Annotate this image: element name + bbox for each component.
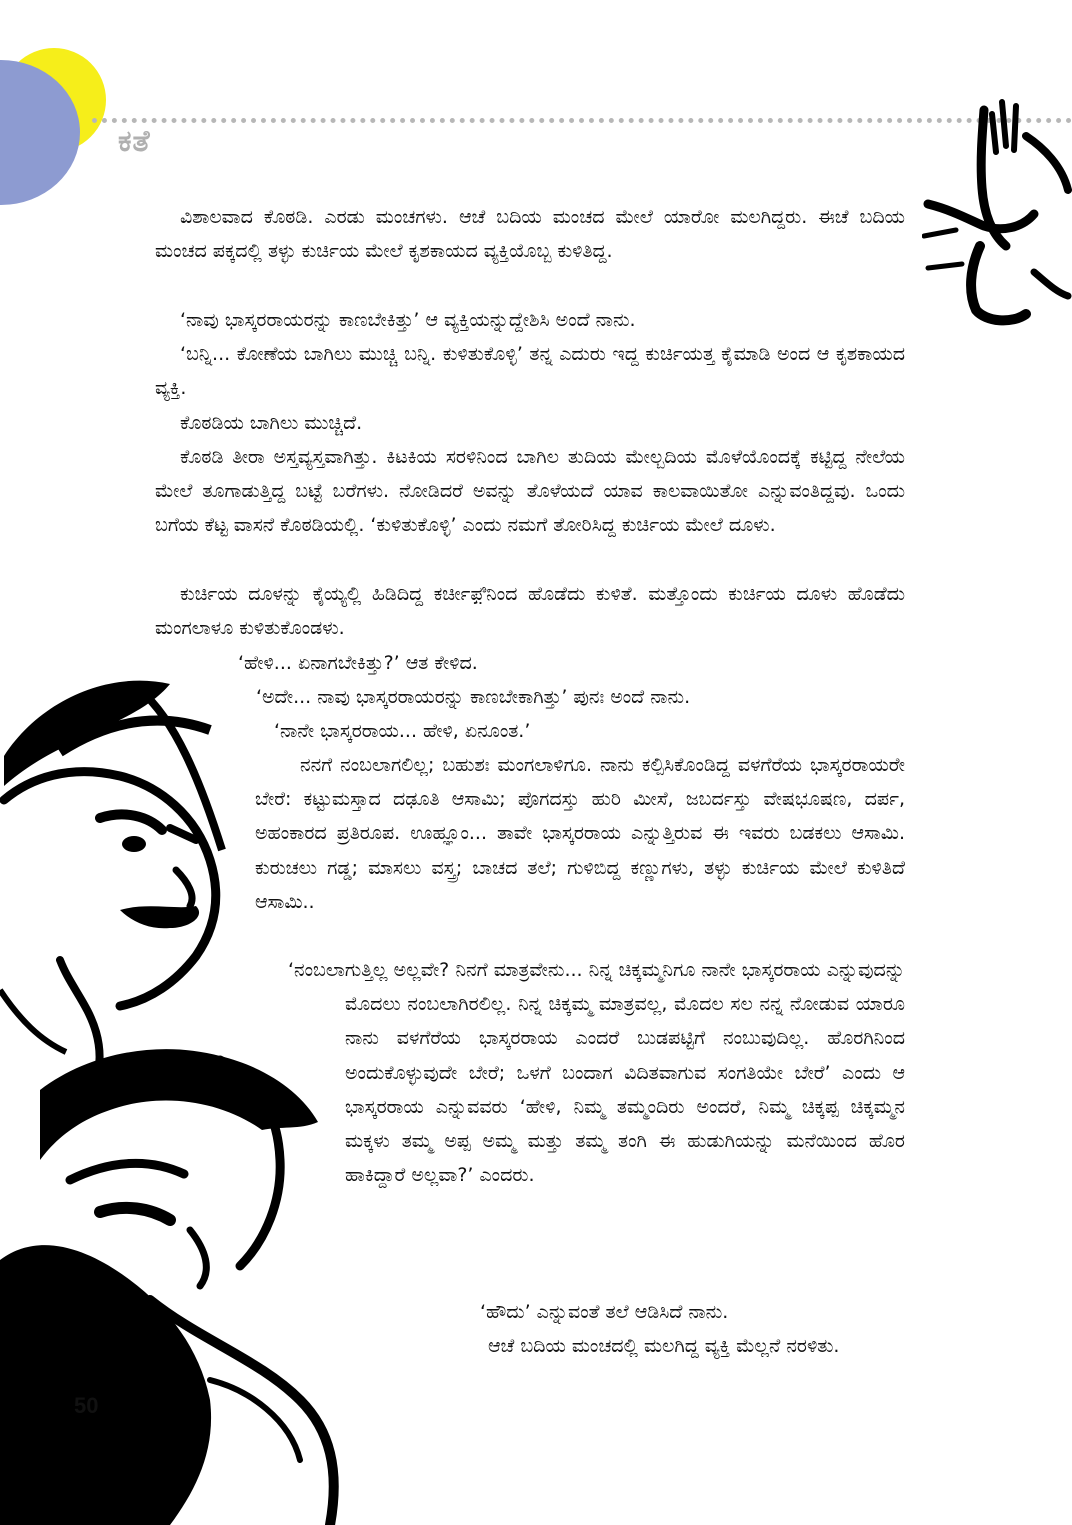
story-paragraph: ‘ಹೌದು’ ಎನ್ನುವಂತೆ ತಲೆ ಆಡಿಸಿದೆ ನಾನು. xyxy=(480,1301,729,1323)
story-paragraph: ‘ಬನ್ನಿ... ಕೋಣೆಯ ಬಾಗಿಲು ಮುಚ್ಚಿ ಬನ್ನಿ. ಕುಳಿತುಕೊಳ್ಳಿ’ ತನ್ನ ಎದುರು ಇದ್ದ ಕುರ್ಚಿಯತ್ತ ಕೈಮಾಡಿ ಅಂದ ಆ ಕೃಶಕಾಯದ ವ್ಯಕ್ತಿ. xyxy=(155,343,905,400)
story-paragraph: ನನಗೆ ನಂಬಲಾಗಲಿಲ್ಲ; ಬಹುಶಃ ಮಂಗಲಾಳಿಗೂ. ನಾನು ಕಲ್ಪಿಸಿಕೊಂಡಿದ್ದ ವಳಗೆರೆಯ ಭಾಸ್ಕರರಾಯರೇ ಬೇರೆ: ಕಟ್ಟುಮಸ್ತಾದ ದಢೂತಿ ಆಸಾಮಿ; ಪೊಗದಸ್ತು ಹುರಿ ಮೀಸೆ, ಜಬರ್ದಸ್ತು ವೇಷಭೂಷಣ, ದರ್ಪ, ಅಹಂಕಾರದ ಪ್ರತಿರೂಪ. ಊಹ್ಞೂಂ... ತಾವೇ ಭಾಸ್ಕರರಾಯ ಎನ್ನುತ್ತಿರುವ ಈ ಇವರು ಬಡಕಲು ಆಸಾಮಿ. ಕುರುಚಲು ಗಡ್ಡ; ಮಾಸಲು ವಸ್ತ್ರ; ಬಾಚದ ತಲೆ; ಗುಳಿಬಿದ್ದ ಕಣ್ಣುಗಳು, ತಳ್ಳು ಕುರ್ಚಿಯ ಮೇಲೆ ಕುಳಿತಿದೆ ಆಸಾಮಿ.. xyxy=(255,754,905,913)
story-paragraph: ವಿಶಾಲವಾದ ಕೊಠಡಿ. ಎರಡು ಮಂಚಗಳು. ಆಚೆ ಬದಿಯ ಮಂಚದ ಮೇಲೆ ಯಾರೋ ಮಲಗಿದ್ದರು. ಈಚೆ ಬದಿಯ ಮಂಚದ ಪಕ್ಕದಲ್ಲಿ ತಳ್ಳು ಕುರ್ಚಿಯ ಮೇಲೆ ಕೃಶಕಾಯದ ವ್ಯಕ್ತಿಯೊಬ್ಬ ಕುಳಿತಿದ್ದ. xyxy=(155,206,905,263)
story-paragraph: ‘ನಂಬಲಾಗುತ್ತಿಲ್ಲ ಅಲ್ಲವೇ? ನಿನಗೆ ಮಾತ್ರವೇನು... ನಿನ್ನ ಚಿಕ್ಕಮ್ಮನಿಗೂ ನಾನೇ ಭಾಸ್ಕರರಾಯ ಎನ್ನುವುದನ್ನು ಮೊದಲು ನಂಬಲಾಗಿರಲಿಲ್ಲ. ನಿನ್ನ ಚಿಕ್ಕಮ್ಮ ಮಾತ್ರವಲ್ಲ, ಮೊದಲ ಸಲ ನನ್ನ ನೋಡುವ ಯಾರೂ ನಾನು ವಳಗೆರೆಯ ಭಾಸ್ಕರರಾಯ ಎಂದರೆ ಬುಡಪಟ್ಟಿಗೆ ನಂಬುವುದಿಲ್ಲ. ಹೊರಗಿನಿಂದ ಅಂದುಕೊಳ್ಳುವುದೇ ಬೇರೆ; ಒಳಗೆ ಬಂದಾಗ ವಿದಿತವಾಗುವ ಸಂಗತಿಯೇ ಬೇರೆ’ ಎಂದು ಆ ಭಾಸ್ಕರರಾಯ ಎನ್ನುವವರು ‘ಹೇಳಿ, ನಿಮ್ಮ ತಮ್ಮಂದಿರು ಅಂದರೆ, ನಿಮ್ಮ ಚಿಕ್ಕಪ್ಪ ಚಿಕ್ಕಮ್ಮನ ಮಕ್ಕಳು ತಮ್ಮ ಅಪ್ಪ ಅಮ್ಮ ಮತ್ತು ತಮ್ಮ ತಂಗಿ ಈ ಹುಡುಗಿಯನ್ನು ಮನೆಯಿಂದ ಹೊರ ಹಾಕಿದ್ದಾರೆ ಅಲ್ಲವಾ?’ ಎಂದರು. xyxy=(288,959,905,1187)
page-number: 50 xyxy=(74,1393,99,1418)
sketch-figure-illustration xyxy=(922,96,1072,328)
dialogue-line: ‘ಹೇಳಿ... ಏನಾಗಬೇಕಿತ್ತು?’ ಆತ ಕೇಳಿದ. xyxy=(238,652,478,674)
story-paragraph: ಕೊಠಡಿ ತೀರಾ ಅಸ್ತವ್ಯಸ್ತವಾಗಿತ್ತು. ಕಿಟಕಿಯ ಸರಳಿನಿಂದ ಬಾಗಿಲ ತುದಿಯ ಮೇಲ್ಬದಿಯ ಮೊಳೆಯೊಂದಕ್ಕೆ ಕಟ್ಟಿದ್ದ ನೇಲೆಯ ಮೇಲೆ ತೂಗಾಡುತ್ತಿದ್ದ ಬಟ್ಟೆ ಬರೆಗಳು. ನೋಡಿದರೆ ಅವನ್ನು ತೊಳೆಯದೆ ಯಾವ ಕಾಲವಾಯಿತೋ ಎನ್ನುವಂತಿದ್ದವು. ಒಂದು ಬಗೆಯ ಕೆಟ್ಟ ವಾಸನೆ ಕೊಠಡಿಯಲ್ಲಿ. ‘ಕುಳಿತುಕೊಳ್ಳಿ’ ಎಂದು ನಮಗೆ ತೋರಿಸಿದ್ದ ಕುರ್ಚಿಯ ಮೇಲೆ ದೂಳು. xyxy=(155,446,905,537)
dialogue-line: ‘ಅದೇ... ನಾವು ಭಾಸ್ಕರರಾಯರನ್ನು ಕಾಣಬೇಕಾಗಿತ್ತು’ ಪುನಃ ಅಂದೆ ನಾನು. xyxy=(256,686,691,708)
story-paragraph: ಕೊಠಡಿಯ ಬಾಗಿಲು ಮುಚ್ಚಿದೆ. xyxy=(180,412,363,434)
story-paragraph: ಆಚೆ ಬದಿಯ ಮಂಚದಲ್ಲಿ ಮಲಗಿದ್ದ ವ್ಯಕ್ತಿ ಮೆಲ್ಲನೆ ನರಳಿತು. xyxy=(488,1335,840,1357)
dialogue-line: ‘ನಾನೇ ಭಾಸ್ಕರರಾಯ... ಹೇಳಿ, ಏನೂಂತ.’ xyxy=(274,720,531,742)
story-paragraph: ಕುರ್ಚಿಯ ದೂಳನ್ನು ಕೈಯ್ಯಲ್ಲಿ ಹಿಡಿದಿದ್ದ ಕರ್ಚೀಫ಼ಿನಿಂದ ಹೊಡೆದು ಕುಳಿತೆ. ಮತ್ತೊಂದು ಕುರ್ಚಿಯ ದೂಳು ಹೊಡೆದು ಮಂಗಲಾಳೂ ಕುಳಿತುಕೊಂಡಳು. xyxy=(155,583,905,640)
section-label: ಕತೆ xyxy=(118,124,151,159)
story-paragraph: ‘ನಾವು ಭಾಸ್ಕರರಾಯರನ್ನು ಕಾಣಬೇಕಿತ್ತು’ ಆ ವ್ಯಕ್ತಿಯನ್ನುದ್ದೇಶಿಸಿ ಅಂದೆ ನಾನು. xyxy=(180,309,636,331)
